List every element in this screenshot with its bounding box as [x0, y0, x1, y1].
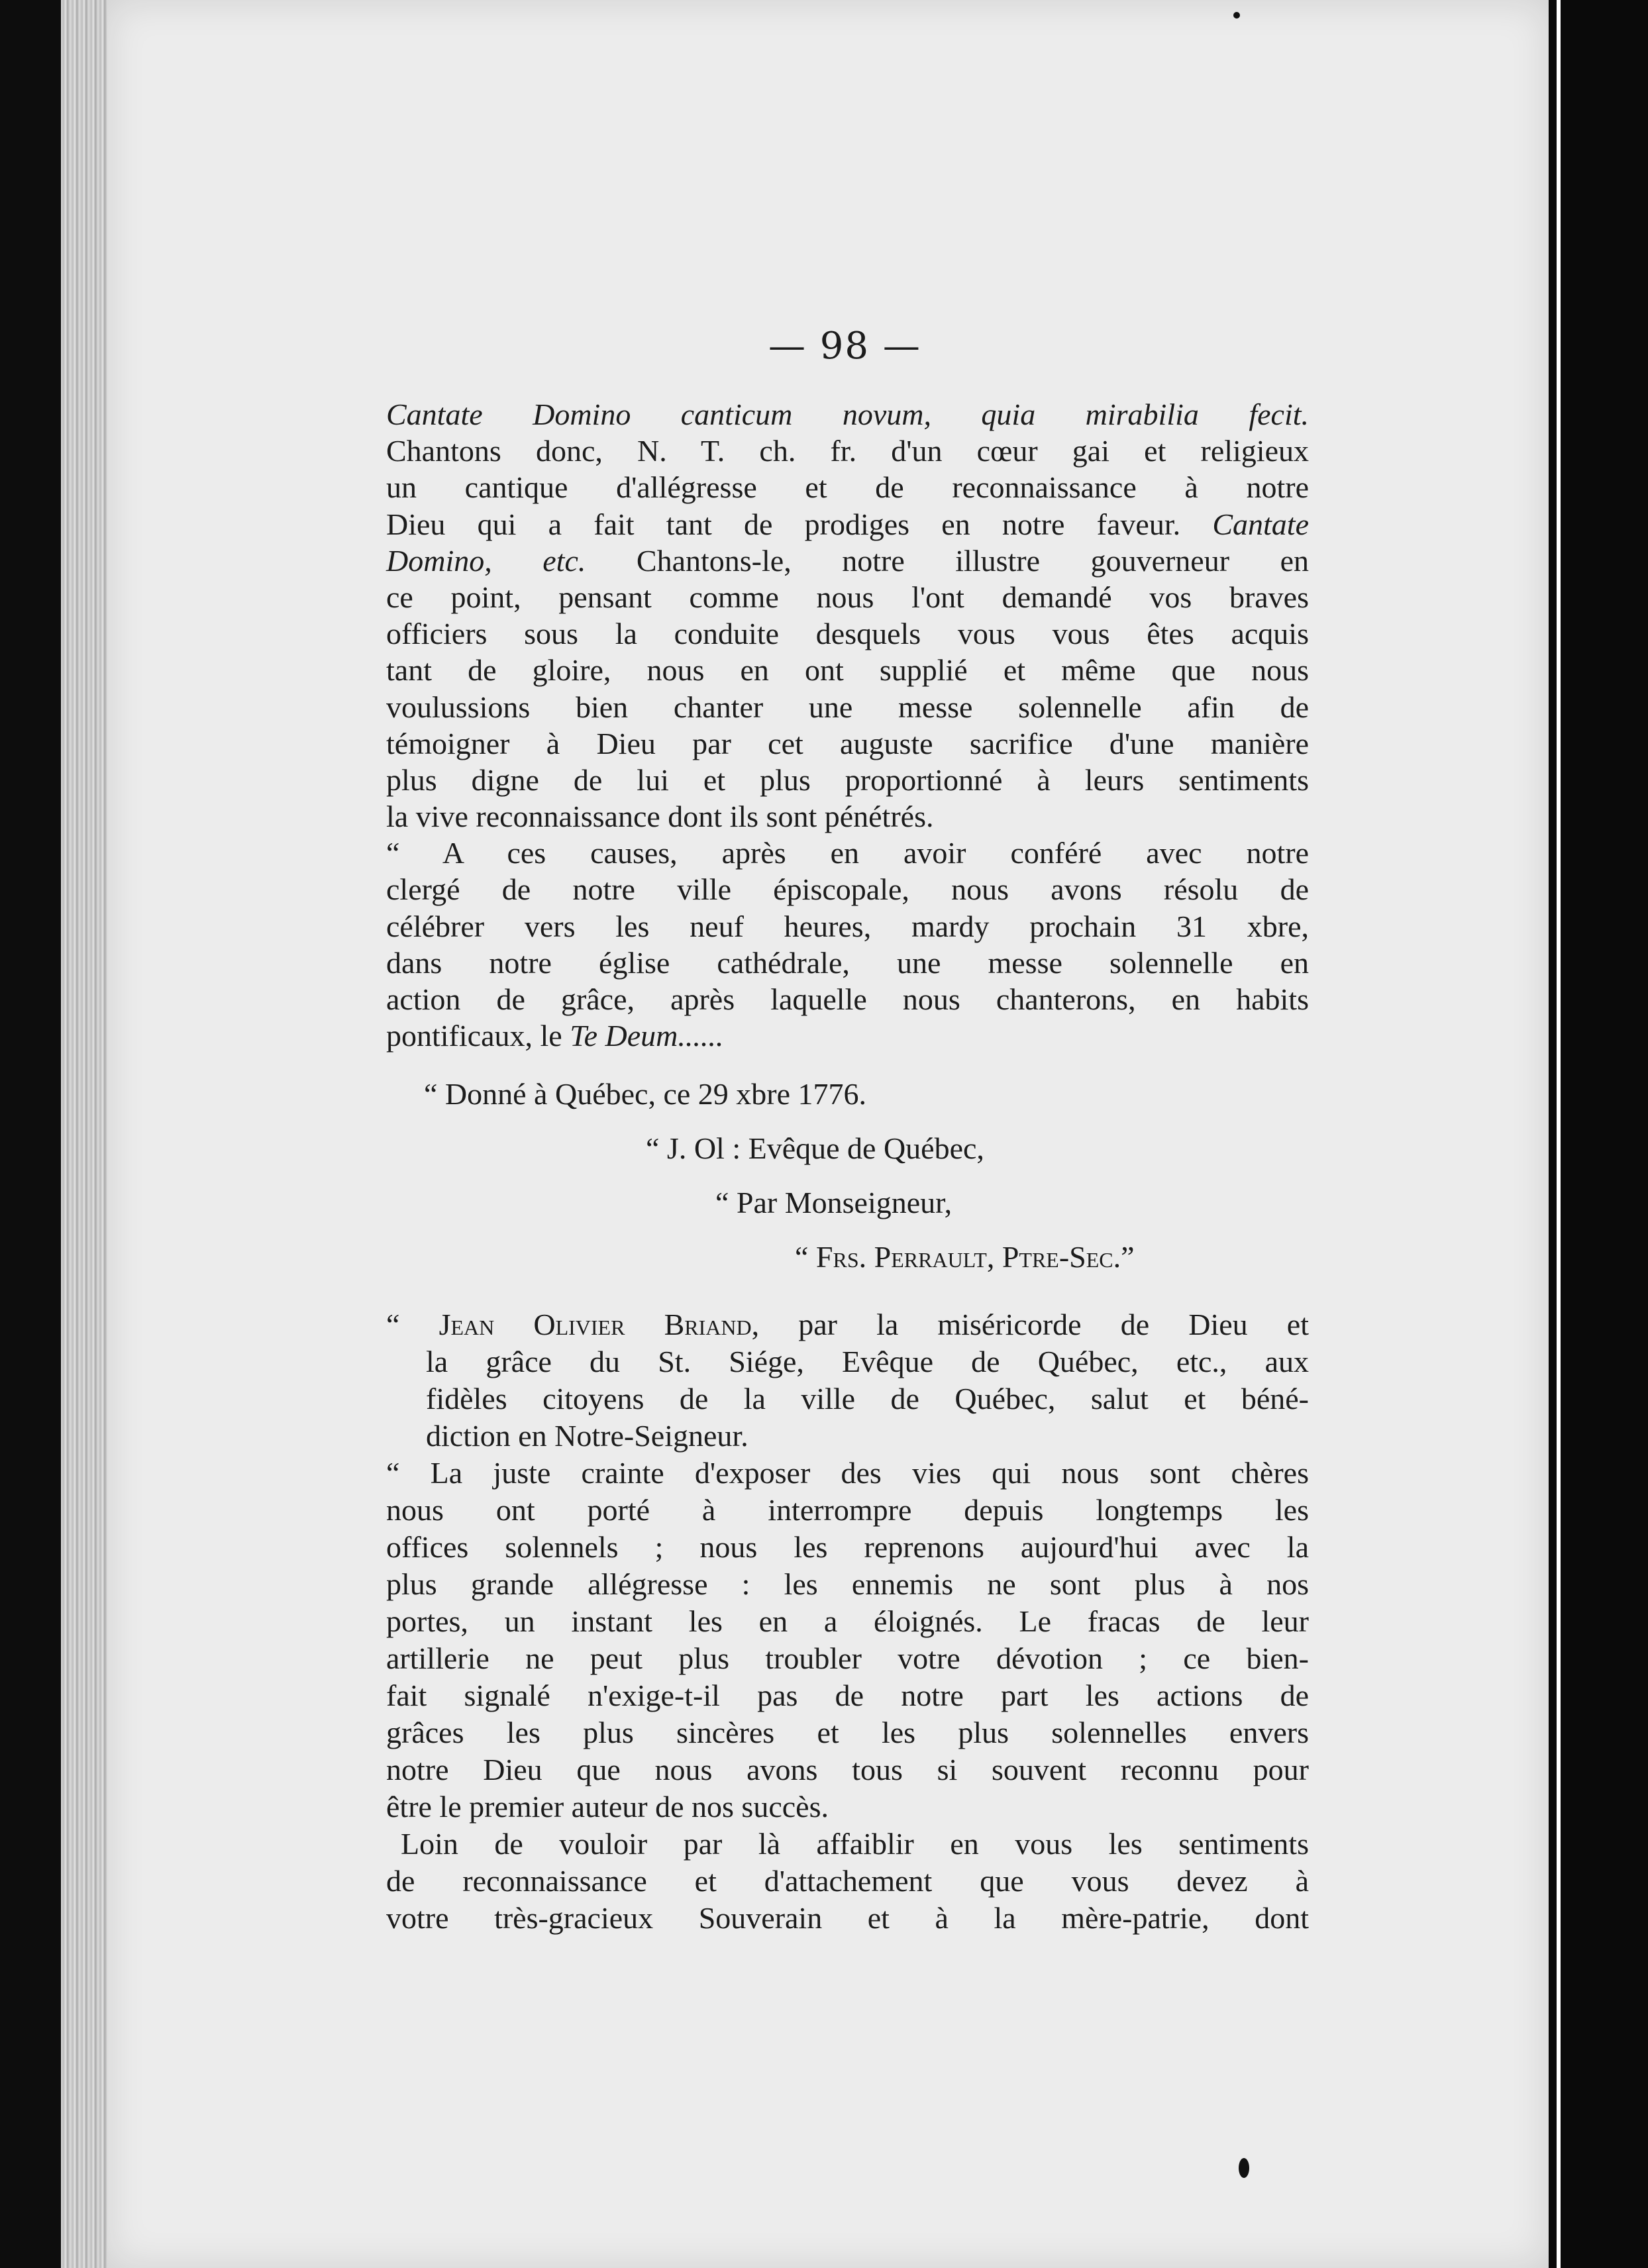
body-line: ce point, pensant comme nous l'ont demandé vos braves — [386, 580, 1309, 614]
page-number: — 98 — — [768, 325, 921, 368]
body-line: action de grâce, après laquelle nous chanterons, en habits — [386, 982, 1309, 1016]
body-line: Chantons donc, N. T. ch. fr. d'un cœur gai et religieux — [386, 434, 1309, 468]
signature-secretary: “ Frs. Perrault, Ptre-Sec.” — [795, 1240, 1135, 1274]
body-line: Dieu qui a fait tant de prodiges en notre faveur. Cantate — [386, 507, 1309, 541]
scan-right-margin — [1549, 0, 1648, 2268]
ink-speck — [1233, 12, 1240, 19]
signature-bishop-text: “ J. Ol : Evêque de Québec, — [646, 1131, 984, 1165]
body-line: tant de gloire, nous en ont supplié et même que nous — [386, 653, 1309, 688]
decree-para-line: plus grande allégresse : les ennemis ne sont plus à nos — [386, 1567, 1309, 1601]
decree-para-line: fait signalé n'exige-t-il pas de notre part les actions de — [386, 1678, 1309, 1712]
body-line: voulussions bien chanter une messe solennelle afin de — [386, 690, 1309, 724]
dated-line: “ Donné à Québec, ce 29 xbre 1776. — [424, 1077, 867, 1111]
decree-para2-line: de reconnaissance et d'attachement que vous devez à — [386, 1864, 1309, 1898]
body-line: “ A ces causes, après en avoir conféré avec notre — [386, 836, 1309, 870]
decree-para2-line: Loin de vouloir par là affaiblir en vous les sentiments — [401, 1827, 1309, 1861]
body-line: Cantate Domino canticum novum, quia mirabilia fecit. — [386, 397, 1309, 431]
decree-para-line: offices solennels ; nous les reprenons aujourd'hui avec la — [386, 1530, 1309, 1564]
ink-speck — [1239, 2158, 1249, 2178]
body-line: célébrer vers les neuf heures, mardy prochain 31 xbre, — [386, 909, 1309, 943]
page-edges — [61, 0, 107, 2268]
decree-line-1-rest: , par la miséricorde de Dieu et — [751, 1308, 1309, 1341]
decree-author: Jean Olivier Briand — [438, 1308, 752, 1341]
decree-line-3: fidèles citoyens de la ville de Québec, salut et béné- — [426, 1382, 1309, 1416]
body-line: dans notre église cathédrale, une messe solennelle en — [386, 945, 1309, 980]
scan-left-margin — [0, 0, 61, 2268]
body-line: témoigner à Dieu par cet auguste sacrifice d'une manière — [386, 726, 1309, 760]
decree-para-line: notre Dieu que nous avons tous si souvent reconnu pour — [386, 1753, 1309, 1786]
decree-quote: “ — [386, 1308, 400, 1341]
signature-bishop — [646, 1131, 984, 1166]
body-line: officiers sous la conduite desquels vous vous êtes acquis — [386, 617, 1309, 651]
decree-para-line: nous ont porté à interrompre depuis longtemps les — [386, 1493, 1309, 1527]
gutter-line — [1557, 0, 1561, 2268]
decree-line-2: la grâce du St. Siége, Evêque de Québec, etc., aux — [426, 1345, 1309, 1378]
decree-para2-line: votre très-gracieux Souverain et à la mère-patrie, dont — [386, 1901, 1309, 1935]
decree-para-line: grâces les plus sincères et les plus solennelles envers — [386, 1716, 1309, 1749]
decree-para-line: artillerie ne peut plus troubler votre dévotion ; ce bien- — [386, 1641, 1309, 1675]
decree-para-line: “ La juste crainte d'exposer des vies qui nous sont chères — [386, 1456, 1309, 1490]
body-paragraph — [386, 396, 1309, 1054]
decree-line-1 — [386, 1306, 1309, 1343]
decree-para-line: portes, un instant les en a éloignés. Le fracas de leur — [386, 1604, 1309, 1638]
signature-by-order: “ Par Monseigneur, — [715, 1186, 953, 1219]
decree-paragraph — [386, 1455, 1309, 1826]
body-line: un cantique d'allégresse et de reconnaissance à notre — [386, 470, 1309, 505]
body-line: Domino, etc. Chantons-le, notre illustre gouverneur en — [386, 543, 1309, 578]
body-line: plus digne de lui et plus proportionné à leurs sentiments — [386, 762, 1309, 797]
decree-section — [386, 1306, 1309, 1937]
decree-line-4: diction en Notre-Seigneur. — [426, 1419, 748, 1453]
body-line: pontificaux, le Te Deum...... — [386, 1019, 724, 1053]
decree-paragraph-2 — [386, 1826, 1309, 1937]
body-line: la vive reconnaissance dont ils sont pénétrés. — [386, 799, 934, 834]
body-line: clergé de notre ville épiscopale, nous avons résolu de — [386, 872, 1309, 907]
decree-para-line: être le premier auteur de nos succès. — [386, 1790, 829, 1824]
